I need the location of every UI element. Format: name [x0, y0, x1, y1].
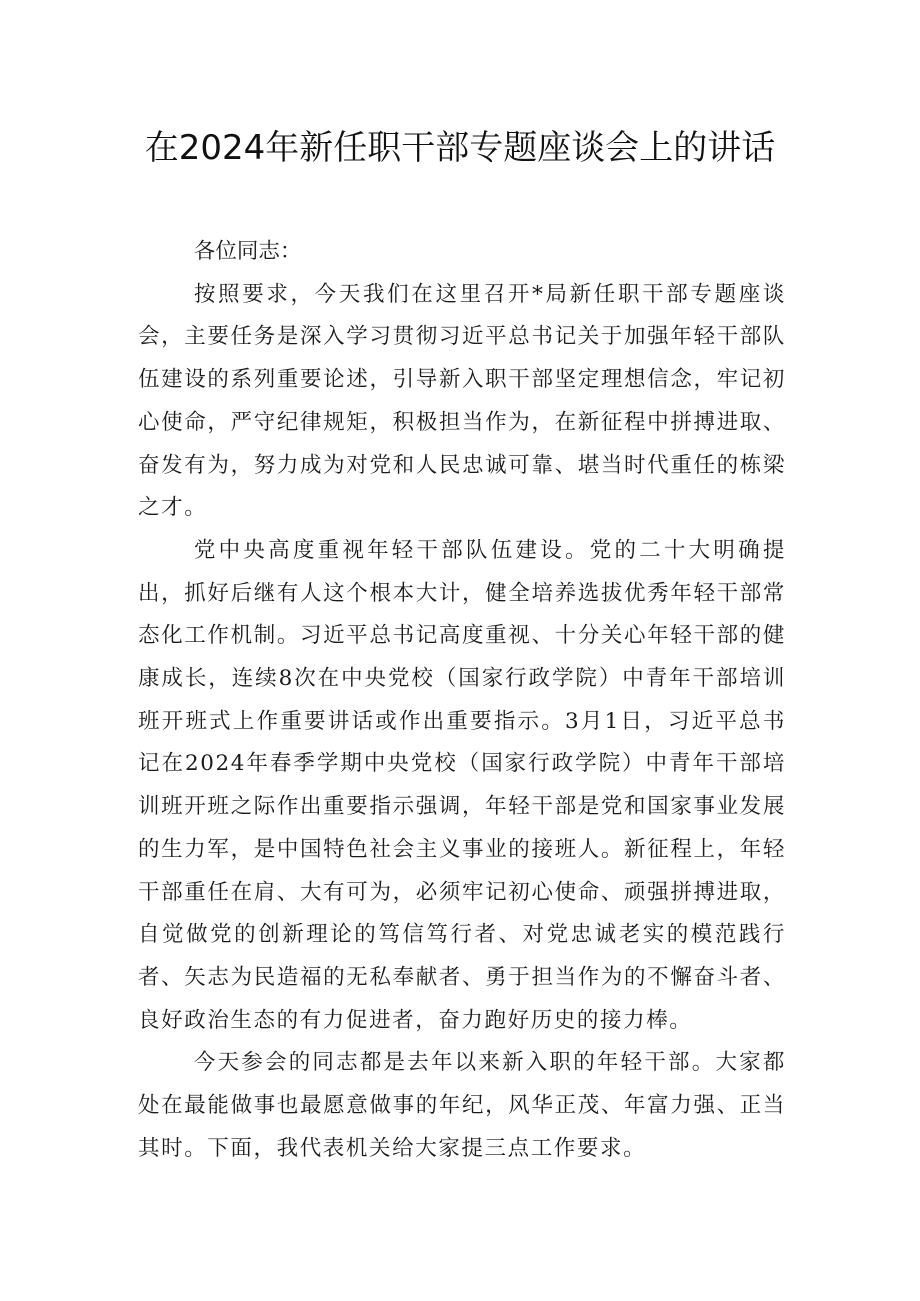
- paragraph-3: 今天参会的同志都是去年以来新入职的年轻干部。大家都处在最能做事也最愿意做事的年纪，风华正茂、年富力强、正当其时。下面，我代表机关给大家提三点工作要求。: [138, 1050, 786, 1161]
- document-title: 在2024年新任职干部专题座谈会上的讲话: [144, 128, 776, 168]
- document-body: [138, 231, 786, 1170]
- paragraph-2: 党中央高度重视年轻干部队伍建设。党的二十大明确提出，抓好后继有人这个根本大计，健全培养选拔优秀年轻干部常态化工作机制。习近平总书记高度重视、十分关心年轻干部的健康成长，连续8次在中央党校（国家行政学院）中青年干部培训班开班式上作重要讲话或作出重要指示。3月1日，习近平总书记在2024年春季学期中央党校（国家行政学院）中青年干部培训班开班之际作出重要指示强调，年轻干部是党和国家事业发展的生力军，是中国特色社会主义事业的接班人。新征程上，年轻干部重任在肩、大有可为，必须牢记初心使命、顽强拼搏进取，自觉做党的创新理论的笃信笃行者、对党忠诚老实的模范践行者、矢志为民造福的无私奉献者、勇于担当作为的不懈奋斗者、良好政治生态的有力促进者，奋力跑好历史的接力棒。: [138, 537, 786, 1033]
- salutation: 各位同志：: [193, 239, 302, 264]
- paragraph-1: 按照要求，今天我们在这里召开*局新任职干部专题座谈会，主要任务是深入学习贯彻习近平总书记关于加强年轻干部队伍建设的系列重要论述，引导新入职干部坚定理想信念，牢记初心使命，严守纪律规矩，积极担当作为，在新征程中拼搏进取、奋发有为，努力成为对党和人民忠诚可靠、堪当时代重任的栋梁之才。: [138, 281, 786, 521]
